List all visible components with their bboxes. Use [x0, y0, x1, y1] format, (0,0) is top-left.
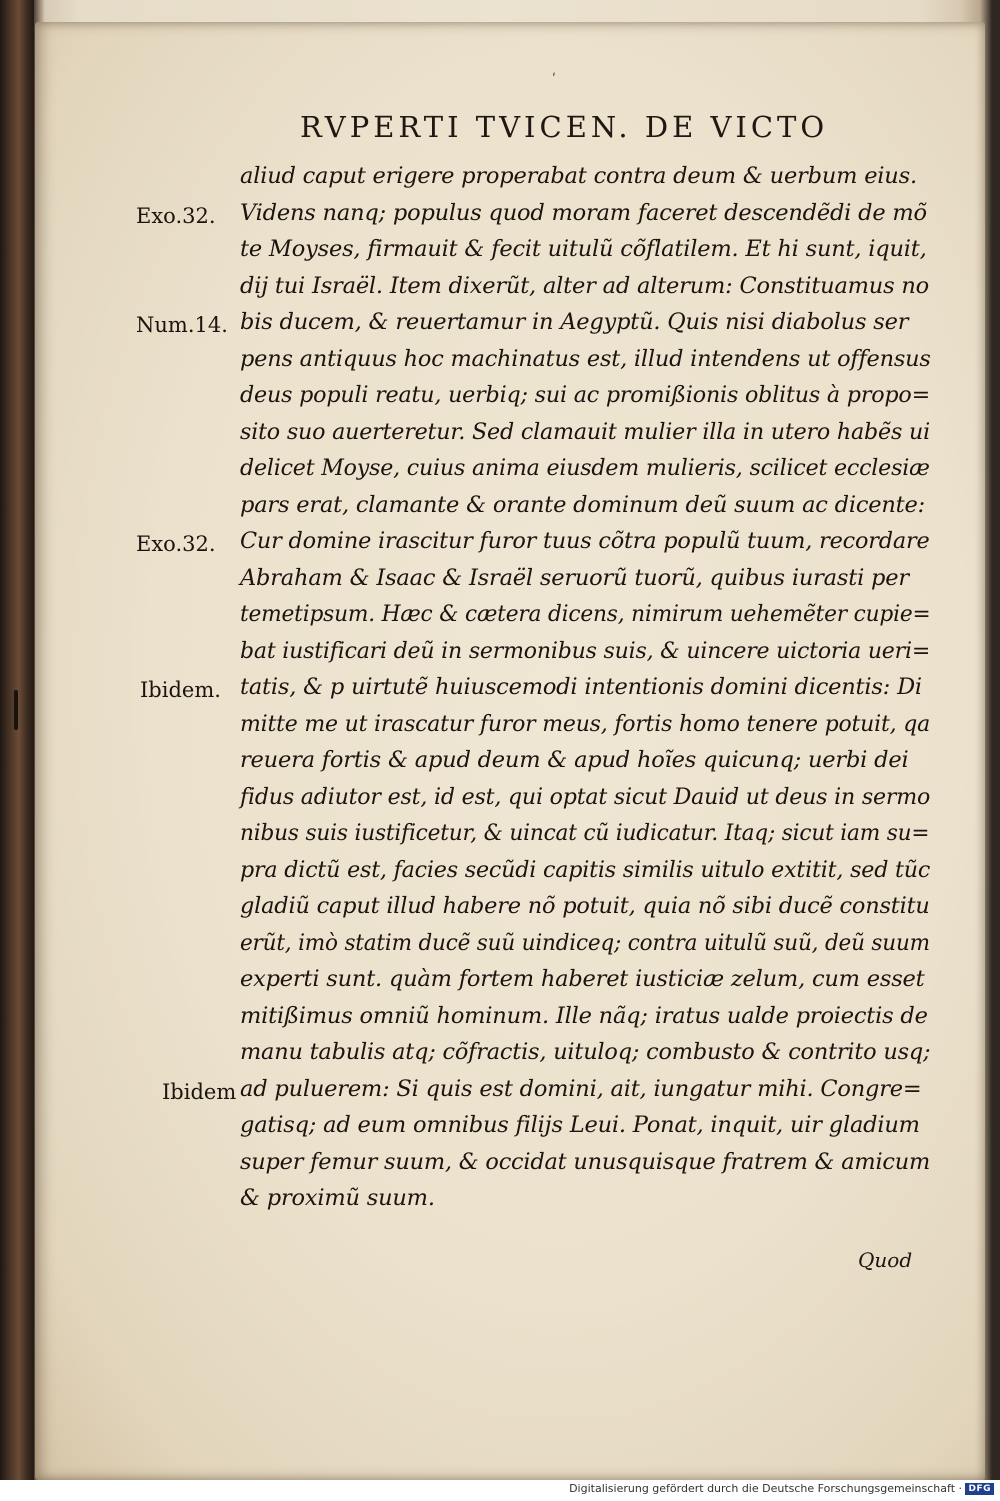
text-line: bis ducem, & reuertamur in Aegyptũ. Quis nisi diabolus ser — [240, 309, 909, 335]
text-line: delicet Moyse, cuius anima eiusdem mulieris, scilicet ecclesiæ — [240, 455, 930, 481]
text-line: nibus suis iustificetur, & uincat cũ iudicatur. Itaq; sicut iam su= — [240, 820, 930, 846]
text-line: gladiũ caput illud habere nõ potuit, quia nõ sibi ducẽ constitu — [240, 893, 930, 919]
binding-clasp-mark — [14, 690, 18, 730]
text-line: dij tui Israël. Item dixerũt, alter ad alterum: Constituamus no — [240, 272, 930, 299]
text-line: temetipsum. Hæc & cætera dicens, nimirum uehemẽter cupie= — [240, 601, 931, 627]
text-line: mitte me ut irascatur furor meus, fortis homo tenere potuit, qa — [240, 710, 930, 737]
text-line: pra dictũ est, facies secũdi capitis similis uitulo extitit, sed tũc — [240, 856, 931, 883]
text-line: gatisq; ad eum omnibus filijs Leui. Ponat, inquit, uir gladium — [240, 1112, 920, 1138]
text-line: reuera fortis & apud deum & apud hoĩes quicunq; uerbi dei — [240, 747, 909, 773]
book-binding — [0, 0, 34, 1501]
text-line: pens antiquus hoc machinatus est, illud intendens ut offensus — [240, 345, 931, 372]
text-line: tatis, & p uirtutẽ huiuscemodi intentionis domini dicentis: Di — [240, 674, 922, 700]
margin-note: Num.14. — [136, 313, 228, 337]
margin-note: Ibidem — [162, 1079, 237, 1104]
text-line: Cur domine irascitur furor tuus cõtra populũ tuum, recordare — [240, 528, 930, 554]
text-line: & proximũ suum. — [240, 1185, 435, 1211]
margin-note: Ibidem. — [140, 678, 221, 702]
margin-note: Exo.32. — [136, 532, 216, 556]
text-line: Abraham & Isaac & Israël seruorũ tuorũ, quibus iurasti per — [240, 564, 909, 591]
text-line: super femur suum, & occidat unusquisque fratrem & amicum — [240, 1148, 931, 1175]
text-line: pars erat, clamante & orante dominum deũ suum ac dicente: — [240, 491, 926, 518]
dfg-logo: DFG — [965, 1483, 994, 1495]
text-line: fidus adiutor est, id est, qui optat sicut Dauid ut deus in sermo — [240, 783, 931, 810]
text-line: bat iustificari deũ in sermonibus suis, & uincere uictoria ueri= — [240, 637, 931, 664]
text-line: deus populi reatu, uerbiq; sui ac promißionis oblitus à propo= — [240, 382, 931, 408]
text-line: manu tabulis atq; cõfractis, uituloq; combusto & contrito usq; — [240, 1039, 931, 1065]
text-line: sito suo auerteretur. Sed clamauit mulier illa in utero habẽs ui — [240, 418, 931, 445]
funding-note: Digitalisierung gefördert durch die Deutsche Forschungsgemeinschaft · — [569, 1482, 962, 1495]
catchword: Quod — [858, 1248, 913, 1272]
text-line: erũt, imò statim ducẽ suũ uindiceq; contra uitulũ suũ, deũ suum — [240, 929, 930, 956]
text-line: ad puluerem: Si quis est domini, ait, iungatur mihi. Congre= — [240, 1075, 922, 1102]
page-speck: ʹ — [552, 72, 556, 88]
text-line: Videns nanq; populus quod moram faceret descendẽdi de mõ — [240, 199, 927, 226]
text-line: aliud caput erigere properabat contra deum & uerbum eius. — [240, 163, 917, 189]
text-line: mitißimus omniũ hominum. Ille nãq; iratus ualde proiectis de — [240, 1002, 928, 1029]
text-line: experti sunt. quàm fortem haberet iusticiæ zelum, cum esset — [240, 966, 925, 992]
margin-note: Exo.32. — [136, 203, 216, 228]
running-title: RVPERTI TVICEN. DE VICTO — [300, 110, 829, 144]
text-line: te Moyses, firmauit & fecit uitulũ cõflatilem. Et hi sunt, iquit, — [240, 236, 927, 262]
